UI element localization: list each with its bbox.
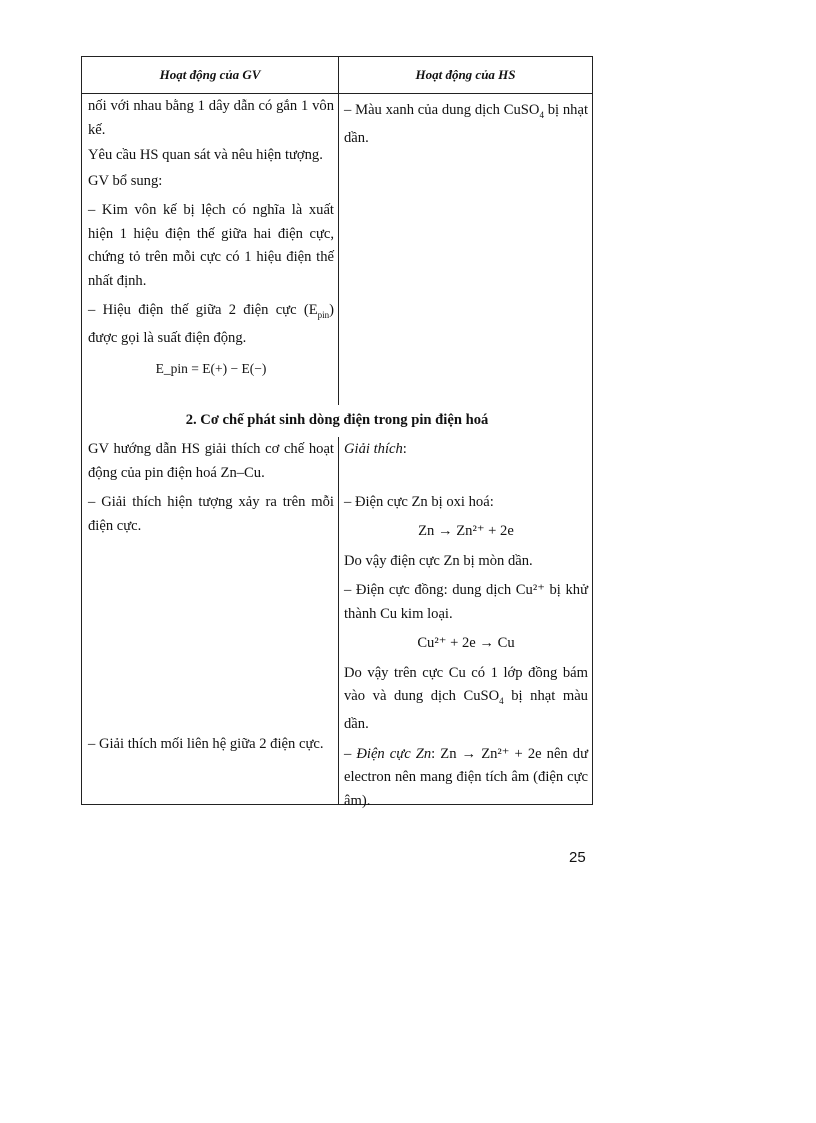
row1-gv-text-5: – Hiệu điện thế giữa 2 điện cực $(E_{pin})$ được gọi là suất điện động.	[88, 302, 334, 347]
row2-gv-text-3: – Giải thích mối liên hệ giữa 2 điện cực.	[88, 736, 324, 752]
column-divider-bottom	[338, 435, 339, 805]
row2-gv-text-2: – Giải thích hiện tượng xảy ra trên mỗi điện cực.	[88, 494, 334, 534]
row1-gv-text-4: – Kim vôn kế bị lệch có nghĩa là xuất hiện 1 hiệu điện thế giữa hai điện cực, chứng tỏ trên mỗi cực có 1 hiệu điện thế nhất định.	[88, 202, 334, 289]
row2-gv-cell	[88, 438, 334, 538]
column-divider-top	[338, 57, 339, 407]
zn-oxidation-equation: Zn → Zn²⁺ + 2e	[418, 523, 514, 539]
row2-hs-text-5: Do vậy trên cực Cu có 1 lớp đồng bám vào và dung dịch CuSO$_4$ bị nhạt màu dần.	[344, 664, 588, 733]
row2-hs-text-1: Giải thích:	[344, 441, 407, 457]
row2-hs-text-6: – Điện cực Zn: Zn → Zn²⁺ + 2e nên dư electron nên mang điện tích âm (điện cực âm).	[344, 745, 588, 809]
emf-formula: E_pin = E(+) − E(−)	[155, 360, 267, 376]
header-hs: Hoạt động của HS	[415, 67, 516, 82]
section-title: 2. Cơ chế phát sinh dòng điện trong pin điện hoá	[82, 405, 592, 437]
row1-gv-text-3: GV bổ sung:	[88, 172, 163, 189]
row1-gv-cell	[88, 95, 334, 380]
row2-gv-text-1: GV hướng dẫn HS giải thích cơ chế hoạt động của pin điện hoá Zn–Cu.	[88, 441, 334, 481]
row1-hs-cell	[344, 99, 588, 151]
lesson-table	[81, 56, 593, 809]
row1-gv-text-1: nối với nhau bằng 1 dây dẫn có gắn 1 vôn kế.	[88, 98, 334, 138]
row1-gv-text-2: Yêu cầu HS quan sát và nêu hiện tượng.	[88, 147, 323, 163]
row2-hs-text-2: – Điện cực Zn bị oxi hoá:	[344, 493, 494, 510]
header-divider	[82, 93, 592, 94]
row2-hs-cell	[344, 438, 588, 813]
row2-hs-text-4: – Điện cực đồng: dung dịch Cu²⁺ bị khử thành Cu kim loại.	[344, 582, 588, 622]
row2-gv-cell-lower	[88, 733, 334, 757]
row1-hs-text-1: – Màu xanh của dung dịch CuSO$_4$ bị nhạt dần.	[344, 102, 589, 147]
cu-reduction-equation: Cu²⁺ + 2e → Cu	[417, 635, 515, 651]
page-number: 25	[569, 849, 586, 866]
header-gv: Hoạt động của GV	[159, 67, 261, 82]
row2-hs-text-3: Do vậy điện cực Zn bị mòn dần.	[344, 552, 533, 569]
